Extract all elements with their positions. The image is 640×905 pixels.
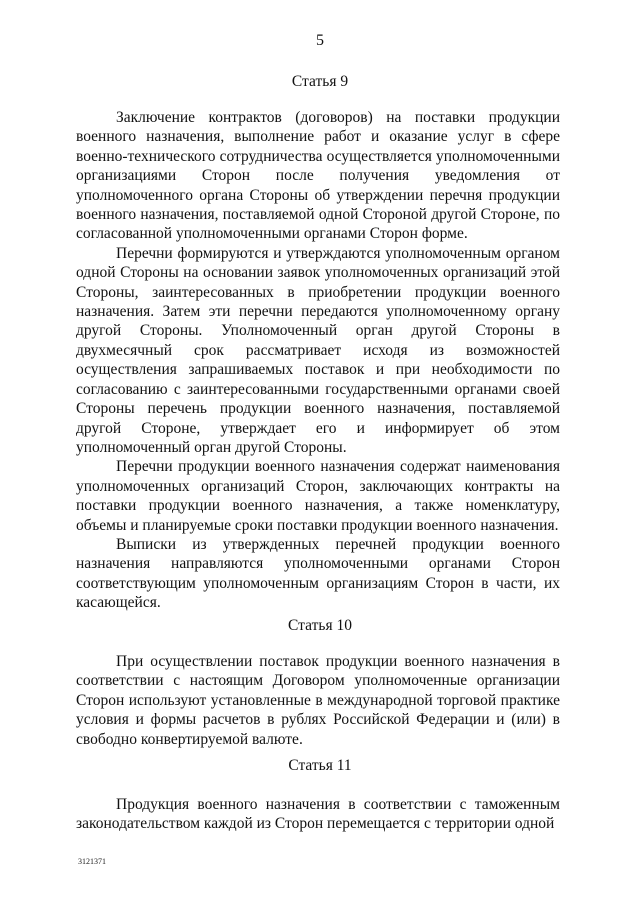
article-9-paragraph-1: Заключение контрактов (договоров) на поставки продукции военного назначения, выполнение работ и оказание услуг в сфере военно-технического сотрудничества осуществляется уполномоченными организациями Сторон после получения уведомления от уполномоченного органа Стороны об утверждении перечня продукции военного назначения, поставляемой одной Стороной другой Стороне, по согласованной уполномоченными органами Сторон форме. [76,109,560,243]
page-number: 5 [316,32,324,49]
article-9-paragraph-3: Перечни продукции военного назначения содержат наименования уполномоченных организаций Сторон, заключающих контракты на поставки продукции военного назначения, а также номенклатуру, объемы и планируемые сроки поставки продукции военного назначения. [76,458,560,534]
article-10-paragraph-1: При осуществлении поставок продукции военного назначения в соответствии с настоящим Договором уполномоченные организации Сторон используют установленные в международной торговой практике условия и формы расчетов в рублях Российской Федерации и (или) в свободно конвертируемой валюте. [76,653,560,748]
document-code: 3121371 [78,857,106,866]
article-11-body [76,795,560,834]
article-9-paragraph-4: Выписки из утвержденных перечней продукции военного назначения направляются уполномоченными органами Сторон соответствующим уполномоченным организациям Сторон в части, их касающейся. [76,535,560,612]
article-9-body [76,108,560,613]
article-10-body [76,652,560,749]
article-11-paragraph-1: Продукция военного назначения в соответствии с таможенным законодательством каждой из Сторон перемещается с территории одной [76,796,560,833]
article-11-heading: Статья 11 [288,757,352,774]
article-9-heading: Статья 9 [291,73,349,90]
article-10-heading: Статья 10 [288,617,352,634]
article-9-paragraph-2: Перечни формируются и утверждаются уполномоченным органом одной Стороны на основании заявок уполномоченных организаций этой Стороны, заинтересованных в приобретении продукции военного назначения. Затем эти перечни передаются уполномоченному органу другой Стороны. Уполномоченный орган другой Стороны в двухмесячный срок рассматривает исходя из возможностей осуществления запрашиваемых поставок и при необходимости по согласованию с заинтересованными государственными органами своей Стороны перечень продукции военного назначения, поставляемой другой Стороне, утверждает его и информирует об этом уполномоченный орган другой Стороны. [76,244,560,456]
